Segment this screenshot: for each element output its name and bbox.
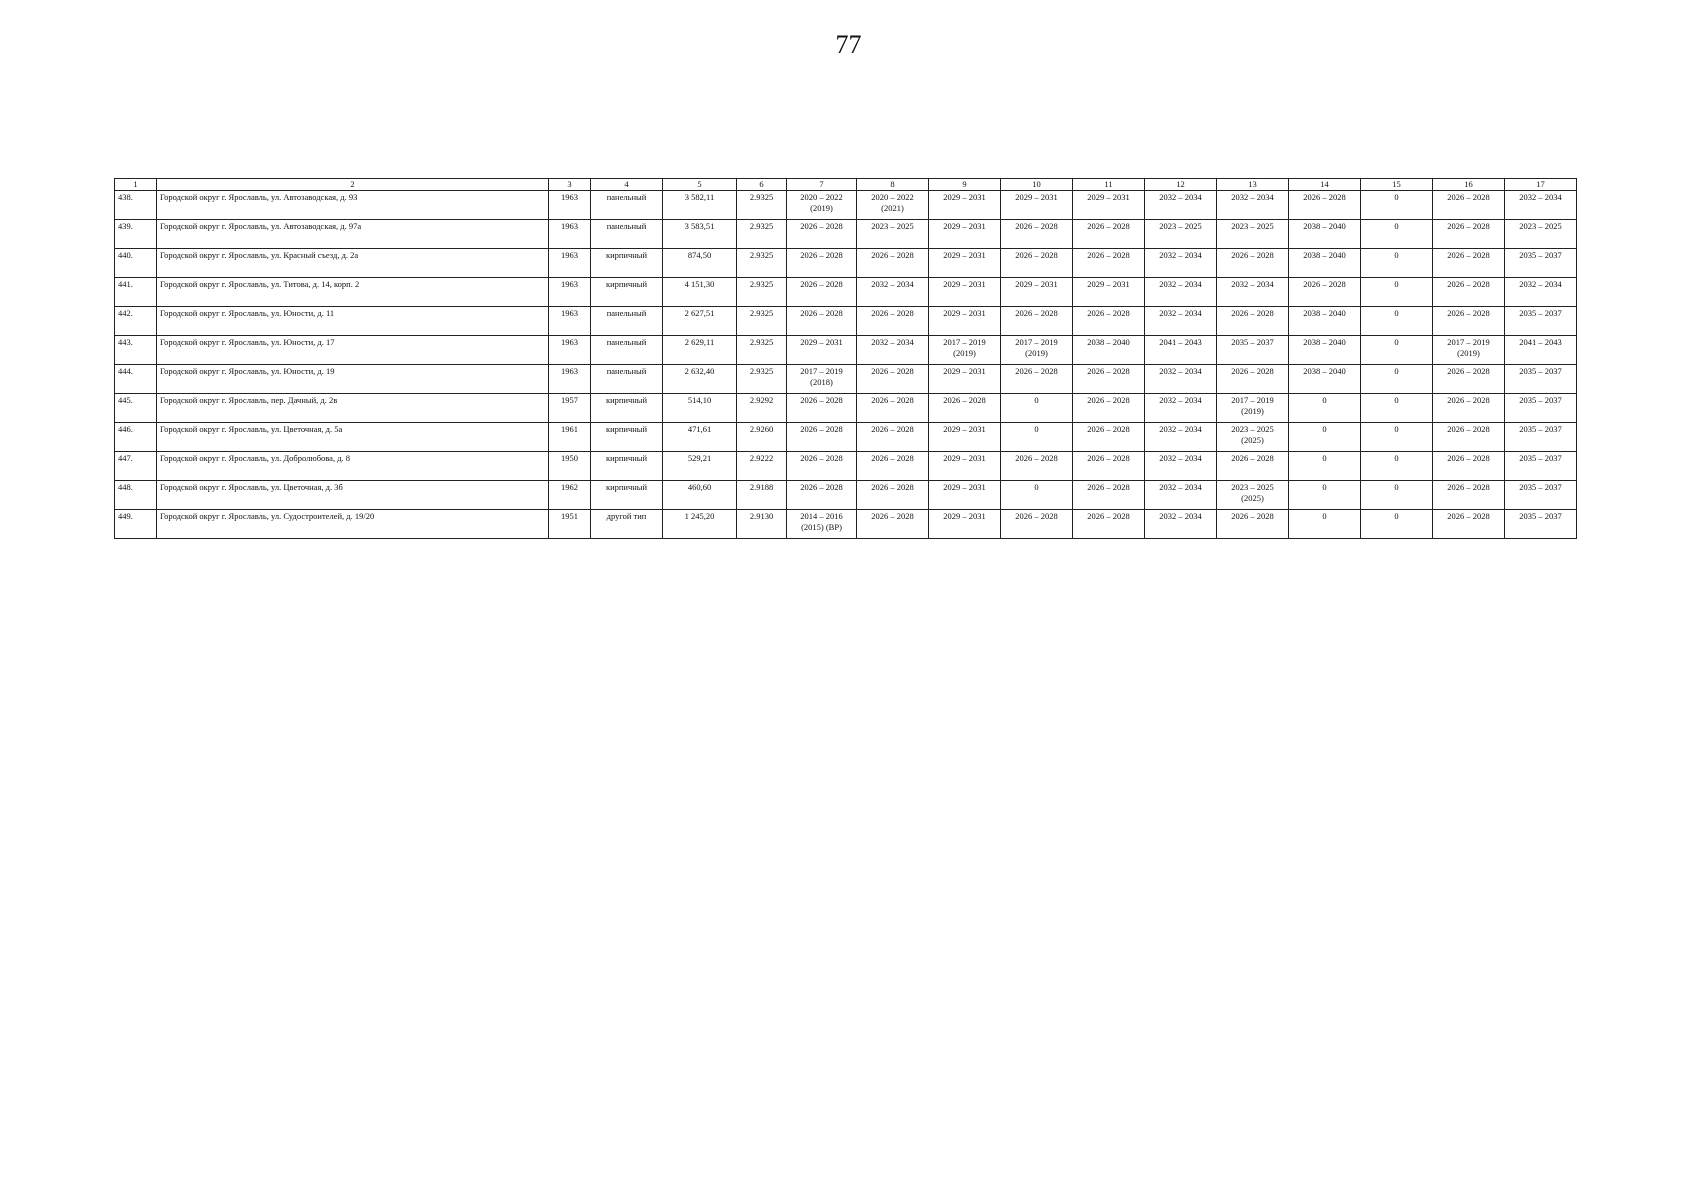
row-number-cell: 443.: [115, 336, 157, 365]
table-cell: 2035 – 2037: [1505, 394, 1577, 423]
table-cell: панельный: [591, 220, 663, 249]
address-cell: Городской округ г. Ярославль, ул. Автозаводская, д. 97а: [157, 220, 549, 249]
table-cell: 2032 – 2034: [1217, 278, 1289, 307]
column-header: 3: [549, 179, 591, 191]
table-row: [115, 481, 1577, 510]
table-cell: 2035 – 2037: [1217, 336, 1289, 365]
table-cell: 2017 – 2019 (2019): [1433, 336, 1505, 365]
column-header: 7: [787, 179, 857, 191]
address-cell: Городской округ г. Ярославль, ул. Юности, д. 17: [157, 336, 549, 365]
table-row: [115, 423, 1577, 452]
column-header: 6: [737, 179, 787, 191]
table-cell: 2.9188: [737, 481, 787, 510]
table-cell: 2032 – 2034: [1217, 191, 1289, 220]
table-body: [115, 191, 1577, 539]
schedule-table-container: [114, 178, 1577, 539]
table-cell: 2035 – 2037: [1505, 365, 1577, 394]
column-header: 16: [1433, 179, 1505, 191]
row-number-cell: 439.: [115, 220, 157, 249]
table-cell: 2035 – 2037: [1505, 423, 1577, 452]
table-cell: 2026 – 2028: [857, 452, 929, 481]
row-number-cell: 449.: [115, 510, 157, 539]
page-number: 77: [835, 30, 862, 59]
table-cell: 2026 – 2028: [1289, 278, 1361, 307]
schedule-table: [114, 178, 1577, 539]
table-row: [115, 220, 1577, 249]
table-cell: 2032 – 2034: [1145, 249, 1217, 278]
table-cell: 0: [1001, 394, 1073, 423]
table-row: [115, 191, 1577, 220]
table-cell: 2026 – 2028: [857, 510, 929, 539]
table-cell: 0: [1361, 191, 1433, 220]
table-cell: 0: [1289, 481, 1361, 510]
column-header: 9: [929, 179, 1001, 191]
row-number-cell: 446.: [115, 423, 157, 452]
table-cell: 2026 – 2028: [857, 365, 929, 394]
table-cell: 2029 – 2031: [787, 336, 857, 365]
table-cell: кирпичный: [591, 452, 663, 481]
address-cell: Городской округ г. Ярославль, ул. Титова, д. 14, корп. 2: [157, 278, 549, 307]
table-cell: 2038 – 2040: [1289, 220, 1361, 249]
table-cell: 1963: [549, 365, 591, 394]
table-cell: 1957: [549, 394, 591, 423]
table-cell: 2 627,51: [663, 307, 737, 336]
table-cell: 2020 – 2022 (2019): [787, 191, 857, 220]
table-cell: панельный: [591, 307, 663, 336]
column-header: 13: [1217, 179, 1289, 191]
table-cell: панельный: [591, 365, 663, 394]
table-cell: 2038 – 2040: [1289, 307, 1361, 336]
table-cell: 2029 – 2031: [929, 365, 1001, 394]
table-cell: 2026 – 2028: [857, 249, 929, 278]
table-cell: 2.9325: [737, 249, 787, 278]
table-cell: 2026 – 2028: [1073, 423, 1145, 452]
table-cell: 2023 – 2025: [857, 220, 929, 249]
table-cell: 874,50: [663, 249, 737, 278]
table-cell: 2029 – 2031: [929, 278, 1001, 307]
table-cell: кирпичный: [591, 481, 663, 510]
table-cell: 2032 – 2034: [1505, 278, 1577, 307]
table-cell: 0: [1289, 423, 1361, 452]
table-cell: 2017 – 2019 (2018): [787, 365, 857, 394]
table-cell: 2029 – 2031: [929, 191, 1001, 220]
table-cell: 0: [1361, 278, 1433, 307]
table-cell: 2026 – 2028: [1433, 365, 1505, 394]
table-cell: 2 632,40: [663, 365, 737, 394]
table-cell: 2026 – 2028: [1433, 423, 1505, 452]
table-cell: 2.9325: [737, 278, 787, 307]
table-cell: 2029 – 2031: [1001, 278, 1073, 307]
table-cell: 2026 – 2028: [787, 307, 857, 336]
table-cell: 2029 – 2031: [1001, 191, 1073, 220]
table-cell: 2026 – 2028: [1433, 394, 1505, 423]
table-cell: 2026 – 2028: [1289, 191, 1361, 220]
table-cell: 2029 – 2031: [1073, 278, 1145, 307]
table-row: [115, 249, 1577, 278]
table-cell: 2026 – 2028: [1217, 249, 1289, 278]
table-cell: 2026 – 2028: [857, 481, 929, 510]
table-cell: 2.9325: [737, 307, 787, 336]
row-number-cell: 444.: [115, 365, 157, 394]
table-cell: 2017 – 2019 (2019): [929, 336, 1001, 365]
table-cell: 2026 – 2028: [1073, 510, 1145, 539]
table-cell: 0: [1361, 249, 1433, 278]
table-cell: 2023 – 2025: [1145, 220, 1217, 249]
table-cell: 2032 – 2034: [1505, 191, 1577, 220]
table-cell: 2 629,11: [663, 336, 737, 365]
address-cell: Городской округ г. Ярославль, ул. Юности, д. 11: [157, 307, 549, 336]
table-cell: 0: [1361, 510, 1433, 539]
table-cell: 0: [1289, 510, 1361, 539]
table-cell: 471,61: [663, 423, 737, 452]
table-cell: 2032 – 2034: [1145, 394, 1217, 423]
table-cell: 1963: [549, 220, 591, 249]
table-cell: 2014 – 2016 (2015) (ВР): [787, 510, 857, 539]
address-cell: Городской округ г. Ярославль, ул. Красный съезд, д. 2а: [157, 249, 549, 278]
table-cell: 2041 – 2043: [1145, 336, 1217, 365]
table-cell: 1963: [549, 191, 591, 220]
table-cell: 2038 – 2040: [1289, 249, 1361, 278]
table-cell: 2029 – 2031: [929, 249, 1001, 278]
table-cell: 2026 – 2028: [1001, 249, 1073, 278]
table-cell: 514,10: [663, 394, 737, 423]
table-cell: 2026 – 2028: [1001, 510, 1073, 539]
table-cell: 1963: [549, 336, 591, 365]
table-cell: 2026 – 2028: [1217, 365, 1289, 394]
table-cell: 2029 – 2031: [929, 510, 1001, 539]
table-cell: 2017 – 2019 (2019): [1217, 394, 1289, 423]
table-cell: 2032 – 2034: [1145, 191, 1217, 220]
table-cell: 2.9130: [737, 510, 787, 539]
table-cell: 0: [1361, 394, 1433, 423]
table-cell: кирпичный: [591, 249, 663, 278]
table-row: [115, 365, 1577, 394]
table-cell: 0: [1001, 423, 1073, 452]
table-cell: 0: [1289, 452, 1361, 481]
table-cell: панельный: [591, 336, 663, 365]
table-cell: 0: [1361, 452, 1433, 481]
column-header: 11: [1073, 179, 1145, 191]
row-number-cell: 445.: [115, 394, 157, 423]
table-cell: 2026 – 2028: [929, 394, 1001, 423]
table-cell: 2035 – 2037: [1505, 510, 1577, 539]
column-header: 2: [157, 179, 549, 191]
address-cell: Городской округ г. Ярославль, ул. Добролюбова, д. 8: [157, 452, 549, 481]
table-cell: 1961: [549, 423, 591, 452]
table-cell: 0: [1361, 365, 1433, 394]
table-cell: 2032 – 2034: [1145, 307, 1217, 336]
table-cell: 2023 – 2025: [1217, 220, 1289, 249]
address-cell: Городской округ г. Ярославль, ул. Юности, д. 19: [157, 365, 549, 394]
table-cell: 2026 – 2028: [1433, 510, 1505, 539]
table-cell: 2026 – 2028: [1073, 481, 1145, 510]
table-cell: 2035 – 2037: [1505, 452, 1577, 481]
table-cell: 2026 – 2028: [1001, 452, 1073, 481]
table-cell: 2038 – 2040: [1289, 365, 1361, 394]
table-cell: 2032 – 2034: [1145, 510, 1217, 539]
row-number-cell: 442.: [115, 307, 157, 336]
address-cell: Городской округ г. Ярославль, ул. Автозаводская, д. 93: [157, 191, 549, 220]
table-cell: 2041 – 2043: [1505, 336, 1577, 365]
table-cell: 2.9292: [737, 394, 787, 423]
table-cell: 2026 – 2028: [787, 423, 857, 452]
table-cell: 2029 – 2031: [929, 423, 1001, 452]
table-cell: кирпичный: [591, 394, 663, 423]
table-cell: 2026 – 2028: [1073, 249, 1145, 278]
table-row: [115, 394, 1577, 423]
row-number-cell: 441.: [115, 278, 157, 307]
column-header: 15: [1361, 179, 1433, 191]
table-cell: 2032 – 2034: [1145, 481, 1217, 510]
column-header: 4: [591, 179, 663, 191]
table-cell: 2026 – 2028: [857, 307, 929, 336]
table-cell: 1963: [549, 249, 591, 278]
table-cell: 0: [1361, 481, 1433, 510]
table-cell: 3 583,51: [663, 220, 737, 249]
row-number-cell: 447.: [115, 452, 157, 481]
address-cell: Городской округ г. Ярославль, ул. Цветочная, д. 3б: [157, 481, 549, 510]
address-cell: Городской округ г. Ярославль, пер. Дачный, д. 2в: [157, 394, 549, 423]
table-cell: кирпичный: [591, 278, 663, 307]
table-cell: 1 245,20: [663, 510, 737, 539]
table-cell: 2.9325: [737, 336, 787, 365]
column-header: 12: [1145, 179, 1217, 191]
table-cell: 0: [1361, 307, 1433, 336]
table-cell: 1950: [549, 452, 591, 481]
table-header-row: [115, 179, 1577, 191]
table-cell: 0: [1361, 423, 1433, 452]
table-cell: 3 582,11: [663, 191, 737, 220]
table-cell: 2029 – 2031: [929, 481, 1001, 510]
address-cell: Городской округ г. Ярославль, ул. Цветочная, д. 5а: [157, 423, 549, 452]
row-number-cell: 440.: [115, 249, 157, 278]
table-cell: 2026 – 2028: [1217, 510, 1289, 539]
table-cell: 529,21: [663, 452, 737, 481]
table-cell: 2026 – 2028: [1073, 452, 1145, 481]
table-cell: 2026 – 2028: [787, 249, 857, 278]
table-cell: панельный: [591, 191, 663, 220]
table-cell: 2026 – 2028: [1001, 365, 1073, 394]
table-cell: 2026 – 2028: [1073, 394, 1145, 423]
table-cell: 2032 – 2034: [1145, 452, 1217, 481]
table-cell: 0: [1361, 220, 1433, 249]
table-cell: 2023 – 2025 (2025): [1217, 481, 1289, 510]
table-cell: 0: [1361, 336, 1433, 365]
table-cell: 0: [1289, 394, 1361, 423]
table-row: [115, 510, 1577, 539]
table-cell: 4 151,30: [663, 278, 737, 307]
table-cell: 2026 – 2028: [1433, 481, 1505, 510]
column-header: 10: [1001, 179, 1073, 191]
column-header: 14: [1289, 179, 1361, 191]
table-cell: 2038 – 2040: [1289, 336, 1361, 365]
table-cell: 2035 – 2037: [1505, 481, 1577, 510]
table-cell: 2.9325: [737, 191, 787, 220]
table-cell: 2032 – 2034: [1145, 423, 1217, 452]
table-cell: 2026 – 2028: [787, 278, 857, 307]
table-cell: 1963: [549, 307, 591, 336]
table-cell: другой тип: [591, 510, 663, 539]
row-number-cell: 438.: [115, 191, 157, 220]
table-row: [115, 452, 1577, 481]
table-cell: 2023 – 2025: [1505, 220, 1577, 249]
table-cell: 2026 – 2028: [1433, 191, 1505, 220]
table-cell: 2029 – 2031: [929, 307, 1001, 336]
table-cell: 2032 – 2034: [857, 336, 929, 365]
table-cell: 2026 – 2028: [1433, 452, 1505, 481]
table-cell: 2035 – 2037: [1505, 307, 1577, 336]
table-cell: 2026 – 2028: [1073, 365, 1145, 394]
table-cell: 2026 – 2028: [1217, 452, 1289, 481]
table-cell: 2026 – 2028: [787, 220, 857, 249]
table-cell: 2029 – 2031: [929, 220, 1001, 249]
table-cell: 1963: [549, 278, 591, 307]
table-cell: 2.9325: [737, 220, 787, 249]
table-row: [115, 307, 1577, 336]
table-cell: 2038 – 2040: [1073, 336, 1145, 365]
table-cell: 1962: [549, 481, 591, 510]
table-cell: 2017 – 2019 (2019): [1001, 336, 1073, 365]
table-cell: 0: [1001, 481, 1073, 510]
address-cell: Городской округ г. Ярославль, ул. Судостроителей, д. 19/20: [157, 510, 549, 539]
column-header: 1: [115, 179, 157, 191]
row-number-cell: 448.: [115, 481, 157, 510]
table-cell: 2026 – 2028: [1073, 220, 1145, 249]
table-cell: 2026 – 2028: [1433, 278, 1505, 307]
table-cell: 2026 – 2028: [1217, 307, 1289, 336]
table-cell: 2032 – 2034: [1145, 365, 1217, 394]
table-cell: 1951: [549, 510, 591, 539]
table-cell: 2035 – 2037: [1505, 249, 1577, 278]
table-cell: 2020 – 2022 (2021): [857, 191, 929, 220]
table-cell: 460,60: [663, 481, 737, 510]
table-cell: 2026 – 2028: [1001, 307, 1073, 336]
table-cell: 2026 – 2028: [787, 481, 857, 510]
table-cell: 2.9325: [737, 365, 787, 394]
table-cell: кирпичный: [591, 423, 663, 452]
table-cell: 2.9222: [737, 452, 787, 481]
table-cell: 2023 – 2025 (2025): [1217, 423, 1289, 452]
column-header: 17: [1505, 179, 1577, 191]
table-cell: 2032 – 2034: [1145, 278, 1217, 307]
table-cell: 2026 – 2028: [787, 394, 857, 423]
table-cell: 2.9260: [737, 423, 787, 452]
table-cell: 2026 – 2028: [1433, 307, 1505, 336]
table-cell: 2029 – 2031: [929, 452, 1001, 481]
column-header: 8: [857, 179, 929, 191]
table-cell: 2026 – 2028: [1001, 220, 1073, 249]
table-row: [115, 278, 1577, 307]
table-cell: 2032 – 2034: [857, 278, 929, 307]
table-cell: 2026 – 2028: [857, 423, 929, 452]
column-header: 5: [663, 179, 737, 191]
table-cell: 2026 – 2028: [857, 394, 929, 423]
table-cell: 2026 – 2028: [1433, 249, 1505, 278]
table-row: [115, 336, 1577, 365]
table-cell: 2026 – 2028: [1073, 307, 1145, 336]
table-cell: 2026 – 2028: [787, 452, 857, 481]
table-cell: 2026 – 2028: [1433, 220, 1505, 249]
table-cell: 2029 – 2031: [1073, 191, 1145, 220]
